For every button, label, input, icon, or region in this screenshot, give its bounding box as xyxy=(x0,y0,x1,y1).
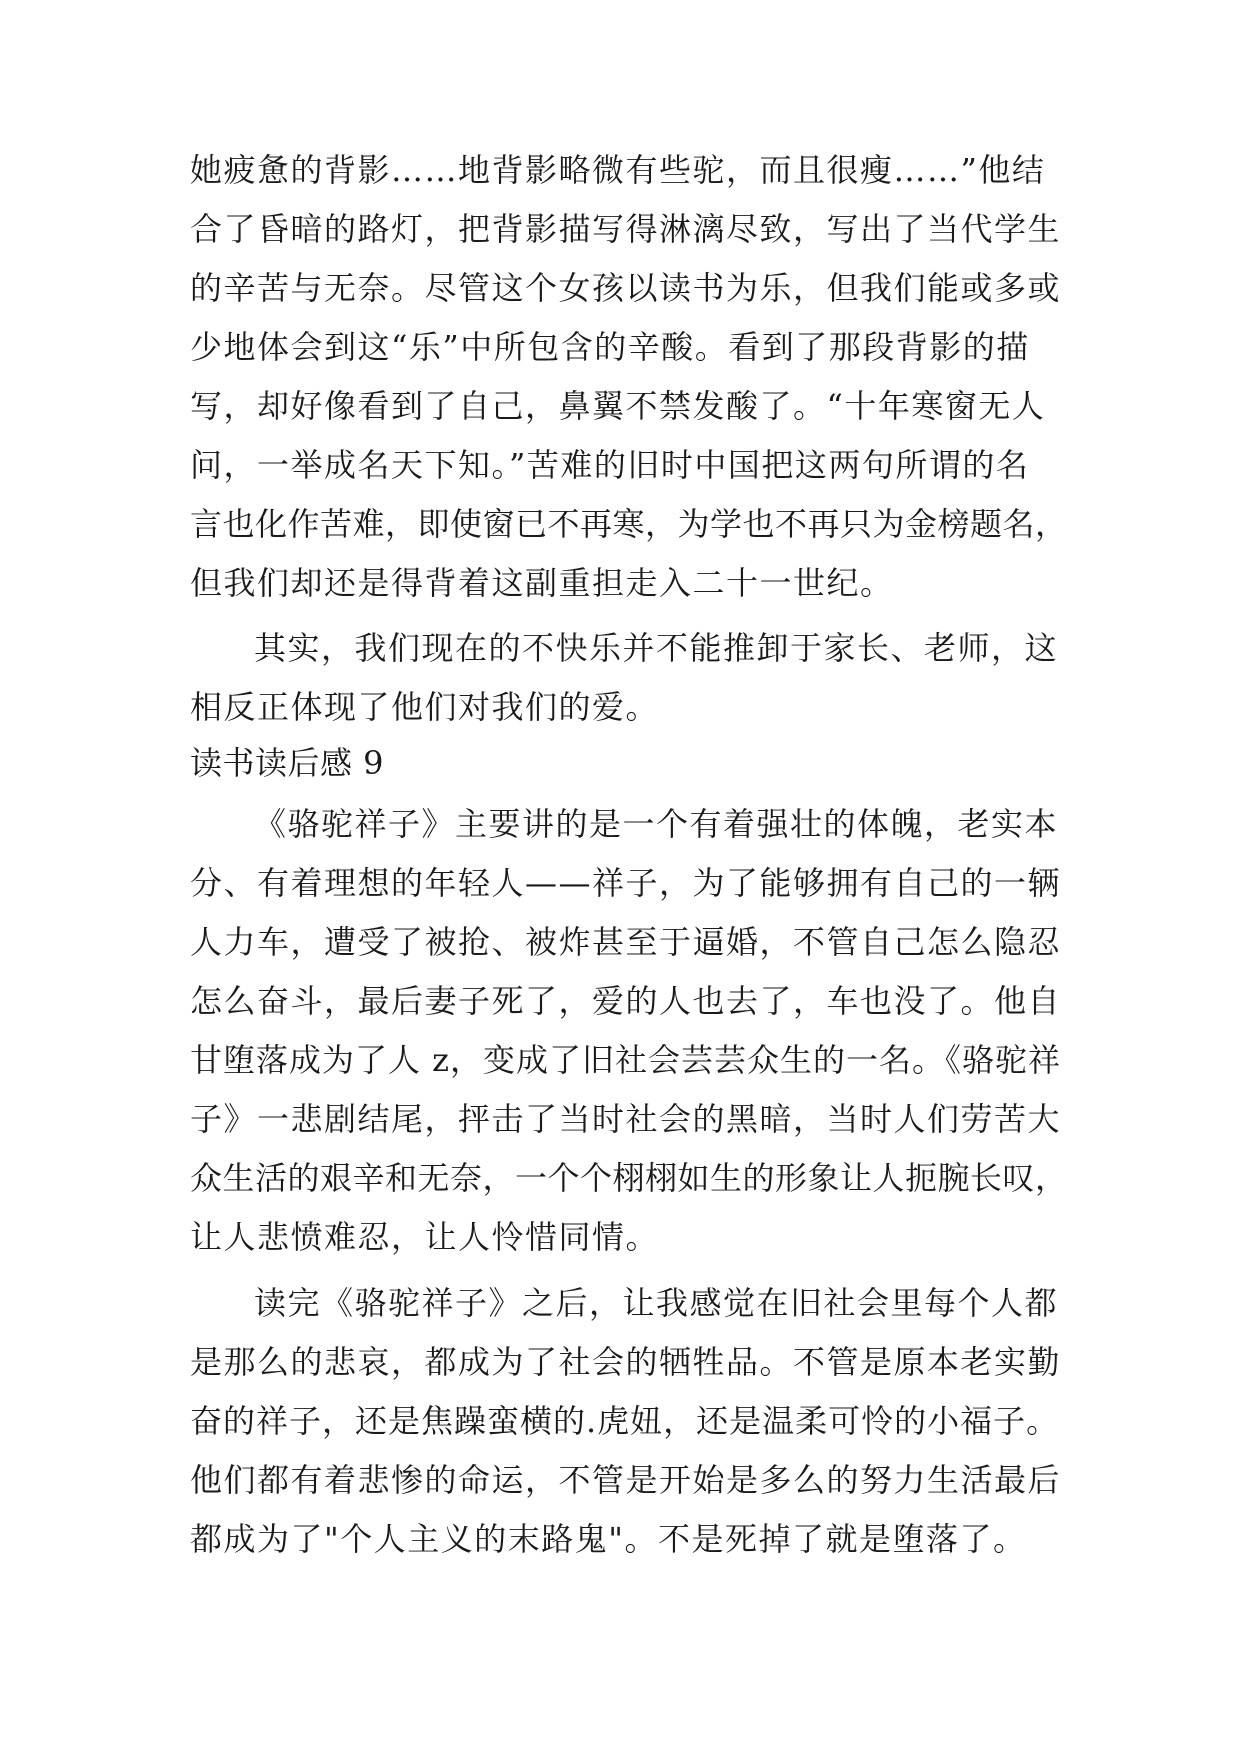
text-line: 分、有着理想的年轻人——祥子，为了能够拥有自己的一辆 xyxy=(190,864,1062,902)
text-line: 合了昏暗的路灯，把背影描写得淋漓尽致，写出了当代学生 xyxy=(190,210,1062,248)
text-line: 但我们却还是得背着这副重担走入二十一世纪。 xyxy=(190,564,894,602)
section-heading: 读书读后感 9 xyxy=(190,744,385,782)
text-line: 众生活的艰辛和无奈，一个个栩栩如生的形象让人扼腕长叹， xyxy=(190,1159,1068,1197)
text-line: 奋的祥子，还是焦躁蛮横的.虎妞，还是温柔可怜的小福子。 xyxy=(190,1402,1060,1440)
text-line: 她疲惫的背影……地背影略微有些驼，而且很瘦……”他结 xyxy=(190,151,1046,189)
text-line: 相反正体现了他们对我们的爱。 xyxy=(190,688,660,726)
text-line: 是那么的悲哀，都成为了社会的牺牲品。不管是原本老实勤 xyxy=(190,1343,1062,1381)
text-line: 的辛苦与无奈。尽管这个女孩以读书为乐，但我们能或多或 xyxy=(190,269,1062,307)
text-line: 问，一举成名天下知。”苦难的旧时中国把这两句所谓的名 xyxy=(190,446,1030,484)
text-line: 他们都有着悲惨的命运，不管是开始是多么的努力生活最后 xyxy=(190,1461,1062,1499)
text-line: 言也化作苦难，即使窗已不再寒，为学也不再只为金榜题名， xyxy=(190,505,1068,543)
text-line: 写，却好像看到了自己，鼻翼不禁发酸了。“十年寒窗无人 xyxy=(190,387,1046,425)
text-line: 让人悲愤难忍，让人怜惜同情。 xyxy=(190,1218,660,1256)
text-line: 都成为了"个人主义的末路鬼"。不是死掉了就是堕落了。 xyxy=(190,1520,1027,1558)
text-line: 子》一悲剧结尾，抨击了当时社会的黑暗，当时人们劳苦大 xyxy=(190,1100,1062,1138)
text-line: 少地体会到这“乐”中所包含的辛酸。看到了那段背影的描 xyxy=(190,328,1030,366)
text-line: 怎么奋斗，最后妻子死了，爱的人也去了，车也没了。他自 xyxy=(190,982,1062,1020)
text-line: 人力车，遭受了被抢、被炸甚至于逼婚，不管自己怎么隐忍 xyxy=(190,923,1062,961)
text-line: 甘堕落成为了人 z，变成了旧社会芸芸众生的一名。《骆驼祥 xyxy=(190,1041,1062,1079)
paragraph-first-line: 其实，我们现在的不快乐并不能推卸于家长、老师，这 xyxy=(254,629,1059,667)
paragraph-first-line: 读完《骆驼祥子》之后，让我感觉在旧社会里每个人都 xyxy=(254,1284,1059,1322)
paragraph-first-line: 《骆驼祥子》主要讲的是一个有着强壮的体魄，老实本 xyxy=(254,805,1059,843)
